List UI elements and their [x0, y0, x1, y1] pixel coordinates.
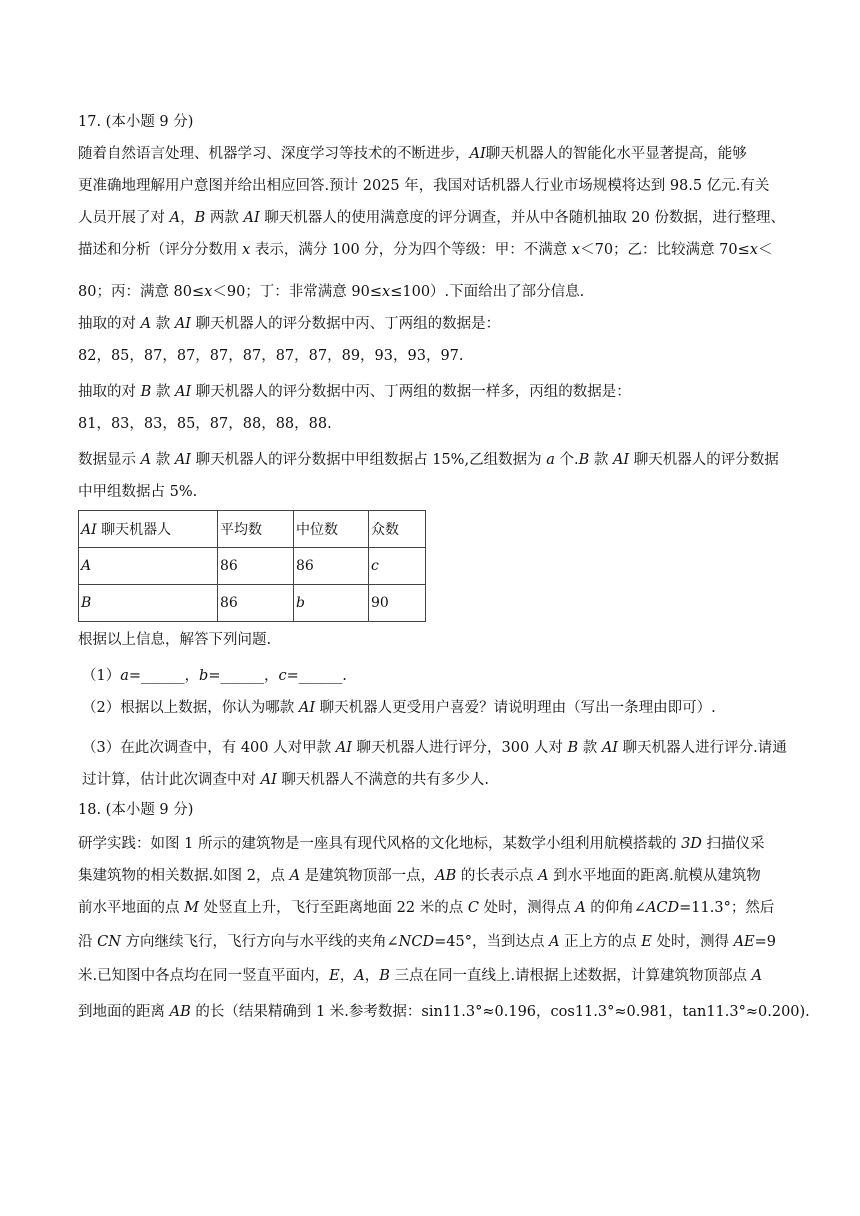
text-segment: B — [140, 384, 152, 400]
text-segment: A — [751, 968, 763, 984]
table-cell: 86 — [294, 548, 369, 585]
text-segment: 聊天机器人的使用满意度的评分调查，并从中各随机抽取 20 份数据，进行整理、 — [259, 210, 785, 226]
text-segment: A — [354, 968, 365, 984]
table-cell: 86 — [218, 585, 294, 622]
text-segment: C — [467, 900, 479, 916]
text-segment: 方向继续飞行，飞行方向与水平线的夹角∠ — [120, 934, 399, 950]
text-segment: AI — [174, 384, 192, 400]
q17-paragraph-line — [78, 314, 500, 334]
text-segment: 80；丙：满意 80≤ — [78, 284, 205, 300]
text-segment: 是建筑物顶部一点， — [300, 868, 436, 884]
text-segment: 82，85，87，87，87，87，87，87，89，93，93，97. — [78, 348, 464, 364]
text-segment: 扫描仪采 — [701, 836, 765, 852]
q18-paragraph-line — [78, 932, 776, 952]
q18-paragraph-line — [78, 834, 765, 854]
text-segment: B — [578, 452, 590, 468]
text-segment: 数据显示 — [78, 452, 141, 468]
table-cell: AI 聊天机器人 — [79, 511, 218, 548]
text-segment: ACD — [645, 900, 680, 916]
text-segment: AI — [243, 210, 260, 226]
text-segment: 聊天机器人不满意的共有多少人. — [276, 772, 490, 788]
text-segment: B — [194, 210, 206, 226]
text-segment: 款 — [151, 452, 175, 468]
text-segment: 到水平地面的距离.航模从建筑物 — [548, 868, 761, 884]
text-segment: 正上方的点 — [559, 934, 642, 950]
text-segment: 中甲组数据占 5%. — [78, 484, 198, 500]
text-segment: =______， — [128, 668, 200, 684]
text-segment: 聊天机器人进行评分.请通 — [618, 740, 787, 756]
q17-paragraph-line — [78, 382, 631, 402]
q17-question-line — [82, 698, 716, 718]
text-segment: B — [567, 740, 579, 756]
table-row — [79, 548, 426, 585]
text-segment: （1） — [82, 668, 121, 684]
q17-paragraph-line — [78, 282, 584, 302]
text-segment: 款 — [578, 740, 602, 756]
text-segment: c — [278, 668, 287, 684]
text-segment: 研学实践：如图 1 所示的建筑物是一座具有现代风格的文化地标，某数学小组利用航模搭载的 — [78, 836, 682, 852]
table-row — [79, 585, 426, 622]
text-segment: =______. — [286, 668, 347, 684]
q17-paragraph-line — [78, 144, 747, 164]
text-segment: AI — [298, 700, 316, 716]
text-segment: 前水平地面的点 — [78, 900, 185, 916]
text-segment: x — [571, 242, 581, 258]
text-segment: 人员开展了对 — [78, 210, 170, 226]
text-segment: 米.已知图中各点均在同一竖直平面内， — [78, 968, 330, 984]
text-segment: CN — [97, 934, 121, 950]
text-segment: ， — [180, 210, 195, 226]
text-segment: 抽取的对 — [78, 384, 141, 400]
text-segment: B — [379, 968, 390, 984]
text-segment: =45°，当到达点 — [434, 934, 550, 950]
text-segment: 聊天机器人的评分数据中丙、丁两组的数据是： — [191, 316, 501, 332]
text-segment: A — [289, 868, 301, 884]
text-segment: 聊天机器人的评分数据中甲组数据占 15%,乙组数据为 — [191, 452, 547, 468]
table-cell: B — [79, 585, 218, 622]
text-segment: 集建筑物的相关数据.如图 2，点 — [78, 868, 290, 884]
text-segment: 81，83，83，85，87，88，88，88. — [78, 416, 332, 432]
table-cell: 平均数 — [218, 511, 294, 548]
text-segment: 聊天机器人的评分数据 — [629, 452, 779, 468]
text-segment: x — [204, 284, 213, 300]
text-segment: 聊天机器人的评分数据中丙、丁两组的数据一样多，丙组的数据是： — [191, 384, 631, 400]
text-segment: 三点在同一直线上.请根据上述数据，计算建筑物顶部点 — [389, 968, 752, 984]
table-cell: c — [369, 548, 426, 585]
text-segment: 3D — [681, 836, 702, 852]
text-segment: x — [242, 242, 251, 258]
q17-paragraph-line — [78, 176, 769, 196]
text-segment: 随着自然语言处理、机器学习、深度学习等技术的不断进步， — [78, 146, 470, 162]
table-cell: 90 — [369, 585, 426, 622]
table-cell: 86 — [218, 548, 294, 585]
text-segment: 的长（结果精确到 1 米.参考数据：sin11.3°≈0.196，cos11.3°≈0.981，tan11.3°≈0.200). — [190, 1004, 810, 1020]
text-segment: 个. — [554, 452, 579, 468]
table-cell: b — [294, 585, 369, 622]
text-segment: 款 — [151, 316, 175, 332]
text-segment: AI — [174, 452, 192, 468]
text-segment: NCD — [398, 934, 435, 950]
q17-question-line — [82, 666, 347, 686]
text-segment: E — [329, 968, 340, 984]
text-segment: （2）根据以上数据，你认为哪款 — [82, 700, 299, 716]
table-cell: 众数 — [369, 511, 426, 548]
text-segment: M — [184, 900, 199, 916]
q18-paragraph-line — [78, 866, 761, 886]
text-segment: A — [140, 452, 152, 468]
text-segment: E — [641, 934, 652, 950]
q17-paragraph-line — [78, 240, 772, 260]
text-segment: 更准确地理解用户意图并给出相应回答.预计 2025 年，我国对话机器人行业市场规模将达到 98.5 亿元.有关 — [78, 178, 770, 194]
text-segment: 描述和分析（评分分数用 — [78, 242, 243, 258]
text-segment: AI — [612, 452, 630, 468]
text-segment: A — [549, 934, 560, 950]
table-header-row — [79, 511, 426, 548]
text-segment: a — [546, 452, 555, 468]
stats-table — [78, 510, 426, 622]
text-segment: AI — [335, 740, 352, 756]
q18-paragraph-line — [78, 898, 774, 918]
text-segment: b — [199, 668, 209, 684]
q17-paragraph-line — [78, 414, 332, 434]
table-cell: 中位数 — [294, 511, 369, 548]
q17-paragraph-line — [78, 482, 197, 502]
text-segment: 抽取的对 — [78, 316, 141, 332]
text-segment: 过计算，估计此次调查中对 — [82, 772, 261, 788]
text-segment: A — [169, 210, 181, 226]
text-segment: ≤100）.下面给出了部分信息. — [390, 284, 585, 300]
text-segment: AI — [601, 740, 619, 756]
text-segment: AI — [174, 316, 192, 332]
q18-paragraph-line — [78, 1002, 810, 1022]
question-17-heading: 17. (本小题 9 分) — [78, 114, 194, 130]
text-segment: A — [538, 868, 549, 884]
text-segment: 根据以上信息，解答下列问题. — [78, 632, 272, 648]
text-segment: ， — [339, 968, 355, 984]
text-segment: =11.3°；然后 — [679, 900, 775, 916]
q17-question-line — [78, 630, 271, 650]
text-segment: AB — [435, 868, 457, 884]
q17-paragraph-line — [78, 346, 464, 366]
question-18-heading: 18. (本小题 9 分) — [78, 802, 194, 818]
text-segment: 沿 — [78, 934, 98, 950]
text-segment: 表示，满分 100 分，分为四个等级：甲：不满意 — [250, 242, 572, 258]
text-segment: 到地面的距离 — [78, 1004, 170, 1020]
text-segment: =9 — [754, 934, 777, 950]
text-segment: ＜ — [757, 242, 773, 258]
text-segment: （3）在此次调查中，有 400 人对甲款 — [82, 740, 336, 756]
text-segment: AE — [733, 934, 755, 950]
text-segment: 聊天机器人的智能化水平显著提高，能够 — [485, 146, 747, 162]
text-segment: 的长表示点 — [456, 868, 539, 884]
text-segment: AI — [469, 146, 486, 162]
q17-paragraph-line — [78, 208, 785, 228]
text-segment: 款 — [589, 452, 613, 468]
text-segment: a — [120, 668, 129, 684]
text-segment: 两款 — [205, 210, 244, 226]
table-cell: A — [79, 548, 218, 585]
q17-paragraph-line — [78, 450, 779, 470]
text-segment: x — [382, 284, 391, 300]
q17-question-line — [82, 770, 489, 790]
text-segment: 聊天机器人进行评分，300 人对 — [351, 740, 568, 756]
text-segment: AI — [260, 772, 277, 788]
text-segment: 处时，测得点 — [478, 900, 576, 916]
text-segment: ， — [364, 968, 380, 984]
q17-question-line — [82, 738, 787, 758]
text-segment: 聊天机器人更受用户喜爱？请说明理由（写出一条理由即可）. — [315, 700, 716, 716]
text-segment: A — [575, 900, 586, 916]
text-segment: ＜90；丁：非常满意 90≤ — [212, 284, 383, 300]
q18-paragraph-line — [78, 966, 762, 986]
text-segment: AB — [169, 1004, 191, 1020]
text-segment: ＜70；乙：比较满意 70≤ — [580, 242, 750, 258]
text-segment: A — [140, 316, 152, 332]
text-segment: 的仰角∠ — [585, 900, 646, 916]
text-segment: =______， — [208, 668, 279, 684]
text-segment: 款 — [151, 384, 175, 400]
text-segment: x — [749, 242, 758, 258]
text-segment: 处竖直上升，飞行至距离地面 22 米的点 — [198, 900, 468, 916]
text-segment: 处时，测得 — [651, 934, 734, 950]
